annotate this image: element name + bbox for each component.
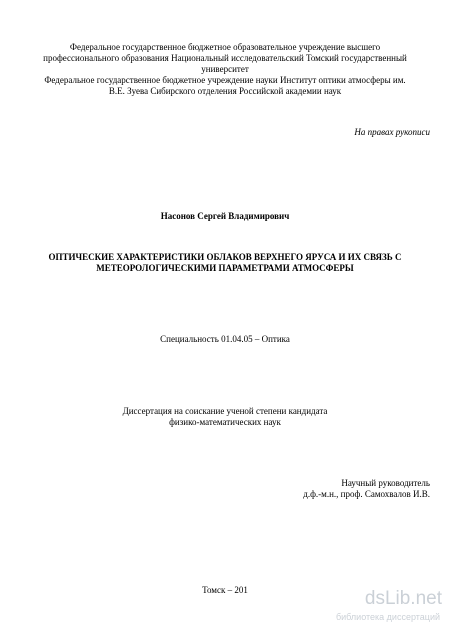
header-line-2: профессионального образования Национальный исследовательский Томский государственный bbox=[43, 53, 407, 63]
watermark bbox=[335, 588, 442, 632]
dissertation-title bbox=[40, 252, 410, 274]
city-year: Томск – 201 bbox=[202, 585, 248, 595]
degree-statement bbox=[40, 406, 410, 428]
watermark-subtitle: библиотека диссертаций bbox=[335, 612, 440, 622]
header-line-5: В.Е. Зуева Сибирского отделения Российской академии наук bbox=[108, 86, 342, 96]
title-line-1: ОПТИЧЕСКИЕ ХАРАКТЕРИСТИКИ ОБЛАКОВ ВЕРХНЕГО ЯРУСА И ИХ СВЯЗЬ С bbox=[48, 252, 402, 262]
header-line-4: Федеральное государственное бюджетное учреждение науки Институт оптики атмосферы им. bbox=[44, 75, 406, 85]
advisor-block bbox=[303, 478, 430, 500]
author-name: Насонов Сергей Владимирович bbox=[160, 211, 290, 221]
advisor-name: д.ф.-м.н., проф. Самохвалов И.В. bbox=[303, 489, 430, 499]
title-line-2: МЕТЕОРОЛОГИЧЕСКИМИ ПАРАМЕТРАМИ АТМОСФЕРЫ bbox=[96, 263, 354, 273]
degree-line-1: Диссертация на соискание ученой степени кандидата bbox=[122, 406, 328, 416]
advisor-label: Научный руководитель bbox=[341, 478, 430, 488]
specialty: Специальность 01.04.05 – Оптика bbox=[160, 334, 290, 344]
rights-note: На правах рукописи bbox=[354, 127, 430, 137]
degree-line-2: физико-математических наук bbox=[169, 417, 281, 427]
watermark-logo: dsLib.net bbox=[364, 588, 442, 609]
institution-header bbox=[40, 42, 410, 97]
header-line-1: Федеральное государственное бюджетное образовательное учреждение высшего bbox=[69, 42, 381, 52]
header-line-3: университет bbox=[201, 64, 249, 74]
